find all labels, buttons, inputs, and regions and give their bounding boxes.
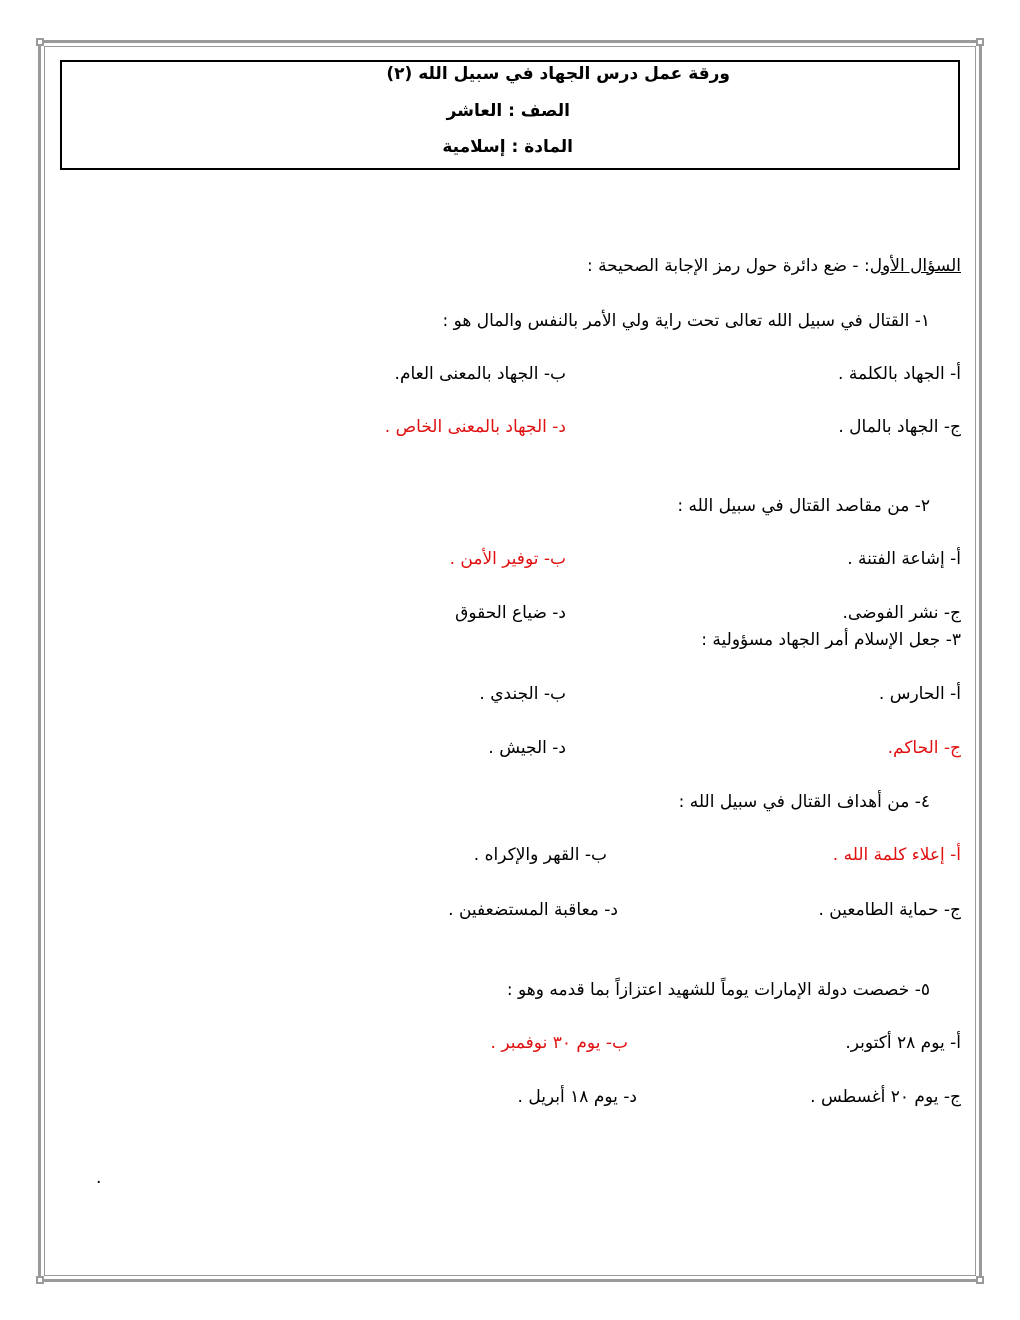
section-label: السؤال الأول	[869, 256, 961, 276]
question-3-option-c-correct: ج- الحاكم.	[887, 738, 961, 758]
worksheet-title: ورقة عمل درس الجهاد في سبيل الله (٢)	[386, 64, 730, 84]
subject-label: المادة : إسلامية	[442, 137, 573, 157]
question-1-option-c: ج- الجهاد بالمال .	[838, 417, 961, 437]
question-4-option-a-correct: أ- إعلاء كلمة الله .	[832, 845, 961, 865]
question-1-option-b: ب- الجهاد بالمعنى العام.	[394, 364, 566, 384]
question-3-option-a: أ- الحارس .	[878, 684, 961, 704]
section-instruction: : - ضع دائرة حول رمز الإجابة الصحيحة :	[586, 256, 870, 276]
question-1-option-d-correct: د- الجهاد بالمعنى الخاص .	[384, 417, 566, 437]
question-4-option-b: ب- القهر والإكراه .	[473, 845, 607, 865]
question-1-option-a: أ- الجهاد بالكلمة .	[838, 364, 961, 384]
question-2-option-c: ج- نشر الفوضى.	[842, 603, 961, 623]
border-corner-top-left	[36, 38, 44, 46]
question-2-option-d: د- ضياع الحقوق	[455, 603, 566, 623]
question-2-text: ٢- من مقاصد القتال في سبيل الله :	[677, 496, 930, 516]
question-5-option-c: ج- يوم ٢٠ أغسطس .	[810, 1087, 961, 1107]
border-corner-bottom-right	[976, 1276, 984, 1284]
question-5-option-a: أ- يوم ٢٨ أكتوبر.	[845, 1033, 961, 1053]
border-corner-top-right	[976, 38, 984, 46]
section-heading	[587, 256, 961, 276]
border-corner-bottom-left	[36, 1276, 44, 1284]
question-5-option-b-correct: ب- يوم ٣٠ نوفمبر .	[490, 1033, 628, 1053]
question-1-text: ١- القتال في سبيل الله تعالى تحت راية ولي الأمر بالنفس والمال هو :	[442, 311, 930, 331]
question-5-text: ٥- خصصت دولة الإمارات يوماً للشهيد اعتزازاً بما قدمه وهو :	[506, 980, 930, 1000]
footer-dot: .	[96, 1168, 102, 1188]
question-3-option-d: د- الجيش .	[488, 738, 566, 758]
question-5-option-d: د- يوم ١٨ أبريل .	[517, 1087, 637, 1107]
question-2-option-b-correct: ب- توفير الأمن .	[449, 549, 566, 569]
question-4-text: ٤- من أهداف القتال في سبيل الله :	[678, 792, 930, 812]
grade-label: الصف : العاشر	[446, 101, 570, 121]
question-4-option-c: ج- حماية الطامعين .	[818, 900, 961, 920]
question-3-option-b: ب- الجندي .	[479, 684, 566, 704]
question-4-option-d: د- معاقبة المستضعفين .	[448, 900, 618, 920]
question-2-option-a: أ- إشاعة الفتنة .	[847, 549, 961, 569]
question-3-text: ٣- جعل الإسلام أمر الجهاد مسؤولية :	[701, 630, 961, 650]
